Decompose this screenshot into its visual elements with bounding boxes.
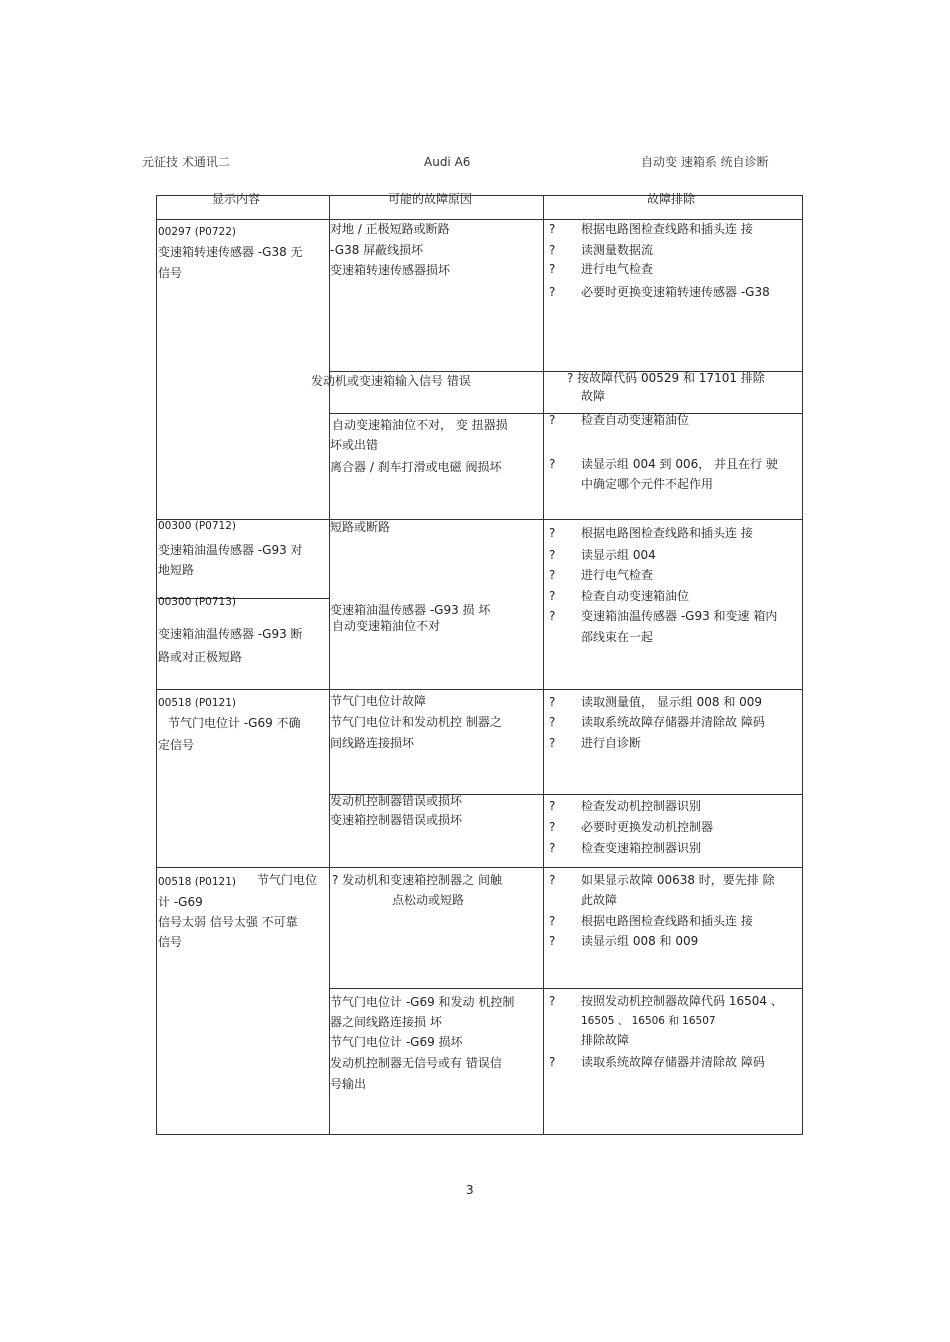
column-header-causes: 可能的故障原因 — [388, 192, 473, 206]
bullet: ? — [549, 526, 556, 540]
r1-desc-line: 变速箱转速传感器 -G38 无 — [158, 245, 303, 259]
table-border-bottom — [156, 1134, 803, 1135]
bullet: ? — [549, 914, 556, 928]
r4-desc: 信号 — [158, 935, 183, 949]
r3-cause-b: 变速箱控制器错误或损坏 — [330, 813, 463, 827]
r2-fix: 部线束在一起 — [581, 630, 654, 644]
bullet: ? — [549, 413, 556, 427]
r1-fix: 根据电路图检查线路和插头连 接 — [581, 222, 753, 236]
bullet: ? — [549, 568, 556, 582]
r1-fix: 进行电气检查 — [581, 262, 654, 276]
bullet: ? — [549, 994, 556, 1008]
table-border-left — [156, 195, 157, 1135]
r3-fix-b: 必要时更换发动机控制器 — [581, 820, 714, 834]
bullet: ? — [549, 548, 556, 562]
r2-fix: 根据电路图检查线路和插头连 接 — [581, 526, 753, 540]
r1-cause: -G38 屏蔽线损坏 — [330, 243, 424, 257]
r4-fix: 根据电路图检查线路和插头连 接 — [581, 914, 753, 928]
r4-fix-b: 16505 、 16506 和 16507 — [581, 1015, 716, 1027]
r1-cause-c: 坏或出错 — [330, 438, 379, 452]
r4-sub-divider — [329, 988, 803, 989]
bullet: ? — [549, 262, 556, 276]
bullet: ? — [549, 589, 556, 603]
bullet: ? — [549, 715, 556, 729]
r1-fix-b: ? 按故障代码 00529 和 17101 排除 — [567, 371, 765, 385]
header-center: Audi A6 — [424, 155, 471, 169]
r1-fix-c: 检查自动变速箱油位 — [581, 413, 690, 427]
r1-fix-c: 中确定哪个元件不起作用 — [581, 477, 714, 491]
r4-desc: 计 -G69 — [158, 895, 203, 909]
r4-cause-b: 节气门电位计 -G69 和发动 机控制 — [330, 995, 515, 1009]
bullet: ? — [549, 820, 556, 834]
header-right: 自动变 速箱系 统自诊断 — [641, 155, 769, 169]
r4-cause-b: 节气门电位计 -G69 损坏 — [330, 1035, 463, 1049]
r2-cause: 自动变速箱油位不对 — [332, 619, 441, 633]
r4-cause: ? 发动机和变速箱控制器之 间触 — [332, 873, 502, 887]
bullet: ? — [549, 695, 556, 709]
r3-cause: 节气门电位计故障 — [330, 694, 427, 708]
r3-desc: 节气门电位计 -G69 不确 — [168, 716, 301, 730]
r1-cause-b: 发动机或变速箱输入信号 错误 — [311, 374, 471, 388]
r4-code-suffix: 节气门电位 — [257, 873, 318, 887]
r1-cause-c: 自动变速箱油位不对， 变 扭器损 — [332, 418, 508, 432]
r3-fix: 读取系统故障存储器并清除故 障码 — [581, 715, 765, 729]
r3-cause: 间线路连接损坏 — [330, 736, 415, 750]
r4-fix: 此故障 — [581, 893, 618, 907]
r4-fix-b: 读取系统故障存储器并清除故 障码 — [581, 1055, 765, 1069]
r4-cause-b: 器之间线路连接损 坏 — [330, 1015, 442, 1029]
r2-code-b: 00300 (P0713) — [158, 596, 236, 608]
r2-code-a: 00300 (P0712) — [158, 520, 236, 532]
r1-cause: 对地 / 正极短路或断路 — [330, 222, 450, 236]
r1-cause-c: 离合器 / 刹车打滑或电磁 阀损坏 — [330, 460, 502, 474]
r1-desc-line: 信号 — [158, 266, 183, 280]
r4-fix: 读显示组 008 和 009 — [581, 934, 699, 948]
r4-desc: 信号太弱 信号太强 不可靠 — [158, 915, 298, 929]
r2-cause-top: 短路或断路 — [330, 520, 391, 534]
r4-code: 00518 (P0121) — [158, 876, 236, 888]
bullet: ? — [549, 873, 556, 887]
r3-fix: 读取测量值， 显示组 008 和 009 — [581, 695, 763, 709]
bullet: ? — [549, 841, 556, 855]
r1-cause: 变速箱转速传感器损坏 — [330, 263, 451, 277]
r1-fix: 必要时更换变速箱转速传感器 -G38 — [581, 285, 770, 299]
r2-desc-a: 地短路 — [158, 563, 195, 577]
bullet: ? — [549, 457, 556, 471]
r2-fix: 进行电气检查 — [581, 568, 654, 582]
row-divider-3 — [156, 867, 803, 868]
bullet: ? — [549, 285, 556, 299]
r3-fix: 进行自诊断 — [581, 736, 642, 750]
bullet: ? — [549, 243, 556, 257]
col-divider-2 — [543, 195, 544, 1135]
r3-cause-b: 发动机控制器错误或损坏 — [330, 794, 463, 808]
r1-sub-divider-b — [329, 413, 803, 414]
header-left: 元征技 术通讯二 — [142, 155, 230, 169]
r1-fix: 读测量数据流 — [581, 243, 654, 257]
r2-fix: 检查自动变速箱油位 — [581, 589, 690, 603]
r2-desc-b: 路或对正极短路 — [158, 650, 243, 664]
r2-desc-b: 变速箱油温传感器 -G93 断 — [158, 627, 303, 641]
r1-fix-c: 读显示组 004 到 006， 并且在行 驶 — [581, 457, 778, 471]
r2-desc-a: 变速箱油温传感器 -G93 对 — [158, 543, 303, 557]
r1-code: 00297 (P0722) — [158, 226, 236, 238]
r4-cause-b: 发动机控制器无信号或有 错误信 — [330, 1056, 502, 1070]
r4-fix: 如果显示故障 00638 时，要先排 除 — [581, 873, 775, 887]
column-header-remedy: 故障排除 — [647, 192, 696, 206]
r3-cause: 节气门电位计和发动机控 制器之 — [330, 715, 502, 729]
page-number: 3 — [466, 1183, 474, 1197]
r4-cause: 点松动或短路 — [392, 893, 465, 907]
r1-fix-b: 故障 — [581, 389, 606, 403]
r3-desc: 定信号 — [158, 738, 195, 752]
bullet: ? — [549, 736, 556, 750]
r4-cause-b: 号输出 — [330, 1077, 367, 1091]
r3-code: 00518 (P0121) — [158, 697, 236, 709]
row-divider-2 — [156, 689, 803, 690]
r2-fix: 读显示组 004 — [581, 548, 656, 562]
r3-fix-b: 检查发动机控制器识别 — [581, 799, 702, 813]
r2-fix: 变速箱油温传感器 -G93 和变速 箱内 — [581, 609, 778, 623]
r4-fix-b: 排除故障 — [581, 1033, 630, 1047]
bullet: ? — [549, 609, 556, 623]
bullet: ? — [549, 799, 556, 813]
table-border-right — [802, 195, 803, 1135]
bullet: ? — [549, 1055, 556, 1069]
r3-fix-b: 检查变速箱控制器识别 — [581, 841, 702, 855]
row-divider-1 — [156, 519, 803, 520]
column-header-display: 显示内容 — [212, 192, 261, 206]
bullet: ? — [549, 934, 556, 948]
r2-cause: 变速箱油温传感器 -G93 损 坏 — [330, 603, 491, 617]
bullet: ? — [549, 222, 556, 236]
r4-fix-b: 按照发动机控制器故障代码 16504 、 — [581, 994, 783, 1008]
